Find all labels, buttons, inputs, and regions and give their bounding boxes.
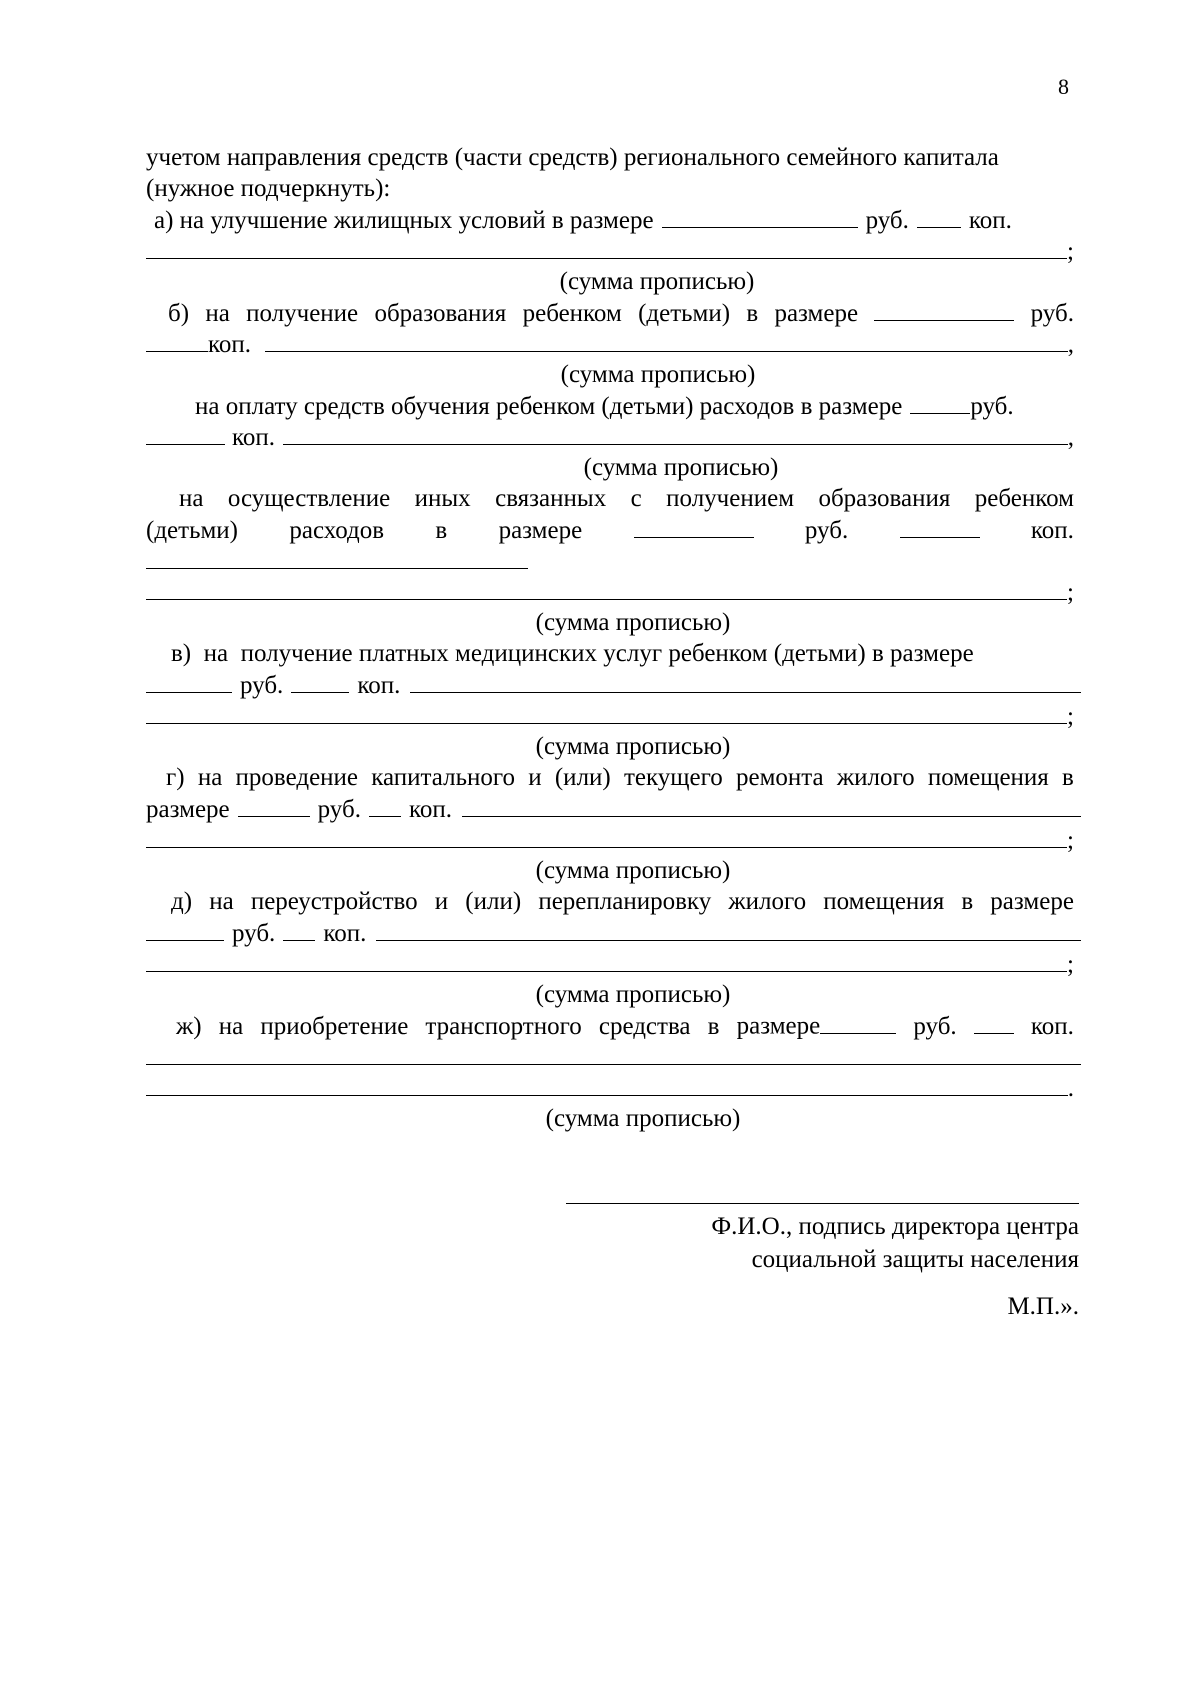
item-b3-extra-field[interactable] (146, 545, 528, 569)
signature-line[interactable] (566, 1203, 1079, 1204)
item-b3-words-line: ; (146, 576, 1074, 607)
caption-a: (сумма прописью) (559, 268, 755, 295)
item-b-words-field[interactable] (265, 328, 1068, 352)
item-g-line-2: размере руб. коп. (146, 793, 1074, 824)
item-b2-kop-line: коп. , (146, 421, 1074, 452)
item-b2-words-field[interactable] (283, 421, 1068, 445)
signature-caption: Ф.И.О., подпись директора центра социальной защиты населения (711, 1213, 1079, 1273)
caption-d: (сумма прописью) (535, 981, 731, 1008)
item-g-kop-field[interactable] (369, 793, 401, 817)
item-zh-words-line-1 (146, 1041, 1074, 1072)
item-d-line-1: д) на переустройство и (или) перепланировку жилого помещения в размере (171, 888, 1074, 915)
item-g-words-field-2[interactable] (146, 824, 1067, 848)
item-b3-kop-field[interactable] (900, 514, 980, 538)
intro-line-2: (нужное подчеркнуть): (146, 175, 391, 202)
item-zh-line-1: ж) на приобретение транспортного средства в размере руб. коп. (146, 1010, 1074, 1041)
caption-b3: (сумма прописью) (535, 609, 731, 636)
page-number: 8 (1058, 74, 1069, 99)
item-g-line-1: г) на проведение капитального и (или) текущего ремонта жилого помещения в (166, 764, 1074, 791)
intro-line-1: учетом направления средств (части средств) регионального семейного капитала (146, 144, 999, 171)
item-a-words-line: ; (146, 235, 1074, 266)
item-b3-words-field[interactable] (146, 576, 1067, 600)
item-b3-extra-line (146, 545, 1074, 576)
item-zh-rub-field[interactable] (820, 1010, 896, 1034)
item-g-rub-field[interactable] (238, 793, 310, 817)
item-d-line-2: руб. коп. (146, 917, 1074, 948)
item-b3-line-1: на осуществление иных связанных с получением образования ребенком (179, 485, 1074, 512)
item-zh-words-field-1[interactable] (146, 1041, 1081, 1065)
item-b2-line: на оплату средств обучения ребенком (детьми) расходов в размере руб. (146, 390, 1074, 421)
form-body (146, 142, 1074, 1134)
item-v-words-line: ; (146, 700, 1074, 731)
item-d-words-field-2[interactable] (146, 948, 1067, 972)
item-a-kop-field[interactable] (917, 204, 961, 228)
item-zh-words-field-2[interactable] (146, 1072, 1068, 1096)
item-b3-rub-field[interactable] (634, 514, 754, 538)
caption-v: (сумма прописью) (535, 733, 731, 760)
caption-zh: (сумма прописью) (545, 1105, 741, 1132)
item-b3-line-2: (детьми) расходов в размере руб. коп. (146, 514, 1074, 545)
item-b-rub-field[interactable] (874, 297, 1014, 321)
caption-b2: (сумма прописью) (583, 454, 779, 481)
item-a-words-field[interactable] (146, 235, 1067, 259)
item-a-text: а) на улучшение жилищных условий в размере (154, 206, 654, 234)
item-v-words-field-1[interactable] (410, 669, 1081, 693)
stamp-place-label: М.П.». (1007, 1293, 1079, 1320)
item-d-words-line: ; (146, 948, 1074, 979)
item-b2-rub-field[interactable] (910, 390, 970, 414)
item-d-words-field-1[interactable] (376, 917, 1081, 941)
item-a-rub-field[interactable] (662, 204, 858, 228)
item-g-words-line: ; (146, 824, 1074, 855)
caption-b: (сумма прописью) (560, 361, 756, 388)
item-zh-kop-field[interactable] (974, 1010, 1014, 1034)
item-zh-words-line-2: . (146, 1072, 1074, 1103)
item-v-rub-line: руб. коп. (146, 669, 1074, 700)
item-d-kop-field[interactable] (283, 917, 315, 941)
item-v-words-field-2[interactable] (146, 700, 1067, 724)
item-b2-kop-field[interactable] (146, 421, 225, 445)
item-v-kop-field[interactable] (291, 669, 349, 693)
item-b-kop-field[interactable] (146, 328, 208, 352)
item-g-words-field-1[interactable] (462, 793, 1081, 817)
item-b-line: б) на получение образования ребенком (детьми) в размере руб. (146, 297, 1074, 328)
item-a-line: а) на улучшение жилищных условий в размере руб. коп. (146, 204, 1074, 235)
item-b-kop-line: коп. , (146, 328, 1074, 359)
item-v-line: в) на получение платных медицинских услуг ребенком (детьми) в размере (171, 640, 974, 667)
caption-g: (сумма прописью) (535, 857, 731, 884)
item-v-rub-field[interactable] (146, 669, 232, 693)
item-d-rub-field[interactable] (146, 917, 224, 941)
